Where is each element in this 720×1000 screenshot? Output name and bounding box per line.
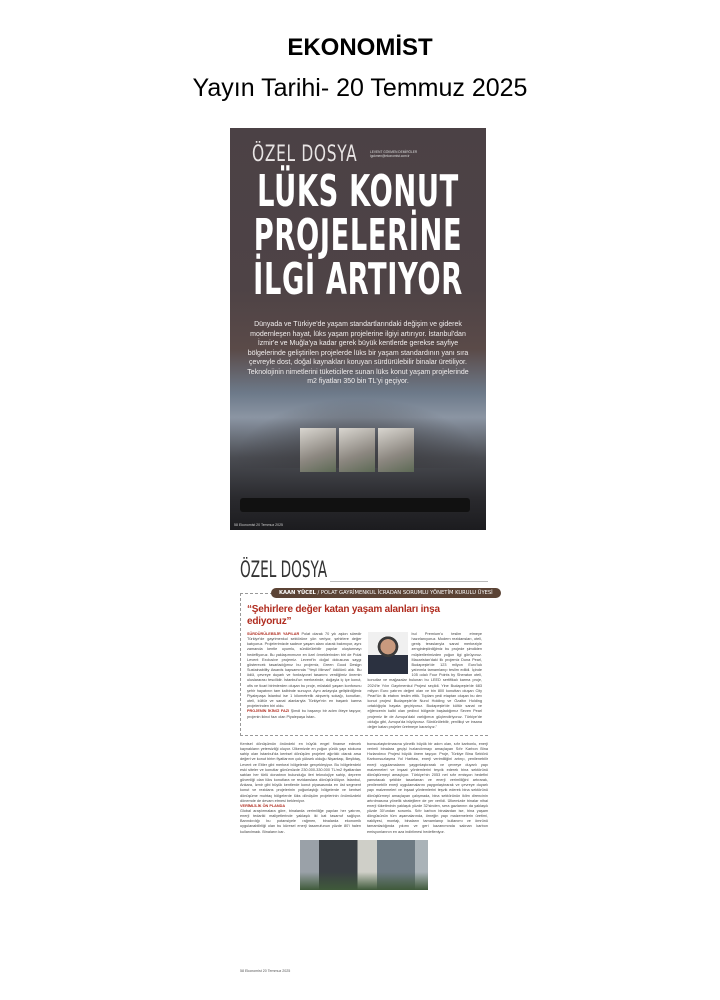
paragraph: Polat olarak 70 yılı aşkın süredir Türkiye'de gayrimenkul sektörüne yön veriyor, şehirlere değer katıyoruz. Projelerimizde sadece yaşam alanı olarak bakmıyor, aynı zamanda kentle uyumlu, sürdürülebilir yapılar oluşturmayı hedefliyoruz. Bu yaklaşımımızın en özel örneklerinden biri de Polat Levent Exclusive projemiz. Levent'in doğal dokusuna saygı gösterecek tasarladığımız bu projemiz, Green Good Design Sustainability Awards kapsamında "Yeşil Mimari" ödülünü aldı. Bu ödül, çevreye duyarlı ve fonksiyonel tasarımı verdiğimiz önemin uluslararası tescilidir. İstanbul'un merkezinde, doğayla iç içe konut, ofis ve ticari birimlerden oluşan bu proje, müstakil yaşam konforunu şehir hayatının tam kalbinde sunuyor. Aynı anlayışla geliştirdiğimiz Piyalepaşa İstanbul ise 1 kilometrelik alışveriş sokağı, konutları, oteli, kültür ve sanat alanlarıyla Türkiye'nin en başarılı karma projelerinden biri oldu. bbox=[247, 632, 362, 709]
paragraph: Şimdi bu başarıyı bir adım öteye taşıyor, projenin ikinci fazı olan Piyalepaşa İstan- bbox=[247, 709, 362, 719]
cover-lead: Dünyada ve Türkiye'de yaşam standartlarındaki değişim ve giderek modernleşen hayat, lüks yaşam projelerine ilgiyi artırıyor. İstanbul'dan İzmir'e ve Muğla'ya kadar gerek büyük kentlerde gerekse sayfiye bölgelerinde geliştirilen projelerde lüks bir yaşam standardının yanı sıra çevreyle dost, doğal kaynakları koruyan sürdürülebilir binalar üretiliyor. Teknolojinin nimetlerini tüketicilere sunan lüks konut yaşam projelerinde m2 fiyatları 350 bin TL'yi geçiyor. bbox=[247, 321, 469, 385]
subhead: SÜRDÜRÜLEBİLİR YAPILAR bbox=[247, 632, 300, 636]
terrace-sofa bbox=[240, 498, 470, 512]
interview-quote: “Şehirlere değer katan yaşam alanları inşa ediyoruz” bbox=[247, 604, 440, 627]
divider bbox=[330, 581, 488, 582]
interviewee-role: / POLAT GAYRİMENKUL İCRADAN SORUMLU YÖNETİM KURULU ÜYESİ bbox=[315, 590, 493, 596]
headline-line: İLGİ ARTIYOR bbox=[253, 254, 463, 305]
interview-column-2: bul Premium'u teslim etmeye hazırlanıyoruz. Modern rezidansları, oteli, geniş teraslarıyla sanat merkeziyle zenginleştirdiğimiz bu projede şimdiden müşterilerimizden yoğun ilgi görüyoruz. Macaristan'daki ilk projemiz Duna Pearl, Budapeşte'de 123 milyon Euro'luk yatırımla tamamlanıp teslim edildi. İçinde 105 odalı Four Points by Sheraton oteli, konutlar ve mağazalar bulunan bu LEED sertifikalı karma proje, 2024'te Yılın Gayrimenkul Projesi seçildi. Yine Budapeşte'de 683 milyon Euro yatırım değeri olan ve bin 800 konuttan oluşan City Pearl'ün ilk etabını teslim ettik. Toplam yedi etaptan oluşan bu dev konut projesi Budapeşte'de Nurol Holding ve Özaltın Holding ortaklığıyla hayata geçiriyoruz. Budapeşte'de kültür sanat ve eğlencenin kalbi olan yedinci bölgede başladığımız Seven Pearl projemiz ile de Avrupa'daki varlığımızı güçlendiriyoruz. Türkiye'de olduğu gibi, Avrupa'da büyüyoruz. Sürdürülebilir, yenilikçi ve insana değer katan projeler üretmeye kararlıyız." bbox=[367, 632, 482, 729]
interviewee-banner bbox=[271, 588, 501, 598]
publication-date: Yayın Tarihi- 20 Temmuz 2025 bbox=[192, 74, 528, 102]
headline-line: PROJELERİNE bbox=[253, 210, 463, 261]
cover-author bbox=[370, 150, 417, 158]
magazine-cover-image bbox=[230, 128, 486, 530]
article-header bbox=[240, 545, 488, 585]
paragraph: Global araştırmalara göre, binalarda verimliliğe yapılan her yatırım, enerji tedariki maliyetlerinde yaklaşık iki kat tasarruf sağlıyor. Barındırdığı bu potansiyele rağmen, binalarda ekonomik uygulanabilirliği olan bu küresel enerji tasarrufunun yüzde 80'i halen kullanılmadı. Binaların kar- bbox=[240, 809, 361, 834]
article-right-column: bonsuzlaştırılmasına yönelik büyük bir adım olan, sıfır karbonlu, enerji verimli binalara geçişi hızlandırmayı amaçlayan Sıfır Karbon Bina Hızlandırıcı Projesi büyük önem taşıyor. Proje, Türkiye Bina Sektörü Karbonsuzlaşma Yol Haritası, enerji verimliliğini artırıp, yenilenebilir enerji uygulamalarını yaygınlaştırarak ve çevreye duyarlı yapı malzemeleri ve inşaat yöntemlerini teşvik ederek bina sektörünü dönüştürmeyi amaçlıyor. Türkiye'nin 2053 net sıfır emisyon hedefini yansıtacak şekilde tasarlanan ve enerji verimliliğini artırarak, yenilenebilir enerji uygulamalarını yaygınlaştırarak ve çevreye duyarlı yapı malzemeleri ve inşaat yöntemlerini teşvik ederek bina sektörünü dönüştürmeyi amaçlayan çalışmada, bina sektörünün iklim direncinin artırılmasına yönelik stratejilere de yer verildi. Ülkemizde binalar nihai enerji tüketiminin yaklaşık yüzde 32'sinden, sera gazlarının da yaklaşık yüzde 30'undan sorumlu. Sıfır karbon binalardan ise, bina yaşam döngüsünün tüm aşamalarında, örneğin yapı malzemelerin üretimi, nakliyesi, montajı, binaların tamamlanıp kullanımı ve ömrünü tamamladığında yıkımı ve geri kazanımında salınan karbon emisyonlarının en aza indirilmesi hedefleniyor. bbox=[367, 741, 488, 834]
building-photo bbox=[300, 840, 428, 890]
subhead: VERİMLİLİK ÖN PLANDA bbox=[240, 803, 286, 808]
page-footer: 58 Ekonomist 20 Temmuz 2025 bbox=[240, 969, 291, 973]
interview-column-2-wrap bbox=[368, 632, 483, 730]
paragraph: Kentsel dönüşümün önündeki en büyük engel finanse edecek kaynakların yetersizliği oluyor. Ülkemizde en yoğun çürük yapı stokuna sahip olan İstanbul'da kentsel dönüşüm projeleri ağırlıklı olarak arsa değeri ve konut birim fiyatlarının çok yüksek olduğu Nişantaşı, Beşiktaş, Levent ve Etiler gibi merkezi bölgelerde gerçekleşiyor. Bu bölgelerdeki eski siteler ve konutlar günümüzde 230.000-330.000 TL/m2 fiyatlardan satılan her türlü donatının bulunduğu ileri teknolojiye sahip, deprem güvenliği olan lüks konutlara ve rezidanslara dönüştürülüyor. İstanbul, Ankara, İzmir gibi büyük kentlerde konut piyasasında en üst segment konut ve rezidans projelerinin yoğunlaştığı bölgelerde ve kentsel dönüşüme muhtaç bölgelerde lüks dönüşüm projelerinin önümüzdeki dönemde de devam etmesi bekleniyor. bbox=[240, 741, 361, 803]
headline-line: LÜKS KONUT bbox=[257, 166, 459, 217]
interview-column-1 bbox=[247, 632, 362, 720]
interview-columns bbox=[247, 632, 482, 730]
cover-footer: 58 Ekonomist 20 Temmuz 2025 bbox=[234, 523, 283, 527]
cover-headline bbox=[253, 166, 463, 305]
publication-title: EKONOMİST bbox=[287, 34, 433, 61]
article-section-label: ÖZEL DOSYA bbox=[240, 558, 328, 583]
article-columns bbox=[240, 742, 488, 835]
author-email: lgokmen@ekonomist.com.tr bbox=[370, 154, 410, 158]
thumbnail bbox=[300, 428, 336, 472]
cover-section-label: ÖZEL DOSYA bbox=[252, 142, 358, 167]
thumbnail bbox=[378, 428, 414, 472]
article-body bbox=[240, 742, 488, 890]
article-left-column bbox=[240, 742, 361, 835]
article-page bbox=[230, 545, 492, 977]
interviewee-portrait bbox=[368, 632, 408, 674]
interview-box bbox=[240, 590, 493, 736]
project-thumbnails bbox=[300, 428, 414, 472]
author-name: LEVENT GÖKMEN DEMİRÖLER bbox=[370, 150, 418, 154]
interviewee-name: KAAN YÜCEL bbox=[279, 590, 316, 596]
subhead: PROJENİN İKİNCİ FAZI bbox=[247, 709, 290, 714]
thumbnail bbox=[339, 428, 375, 472]
